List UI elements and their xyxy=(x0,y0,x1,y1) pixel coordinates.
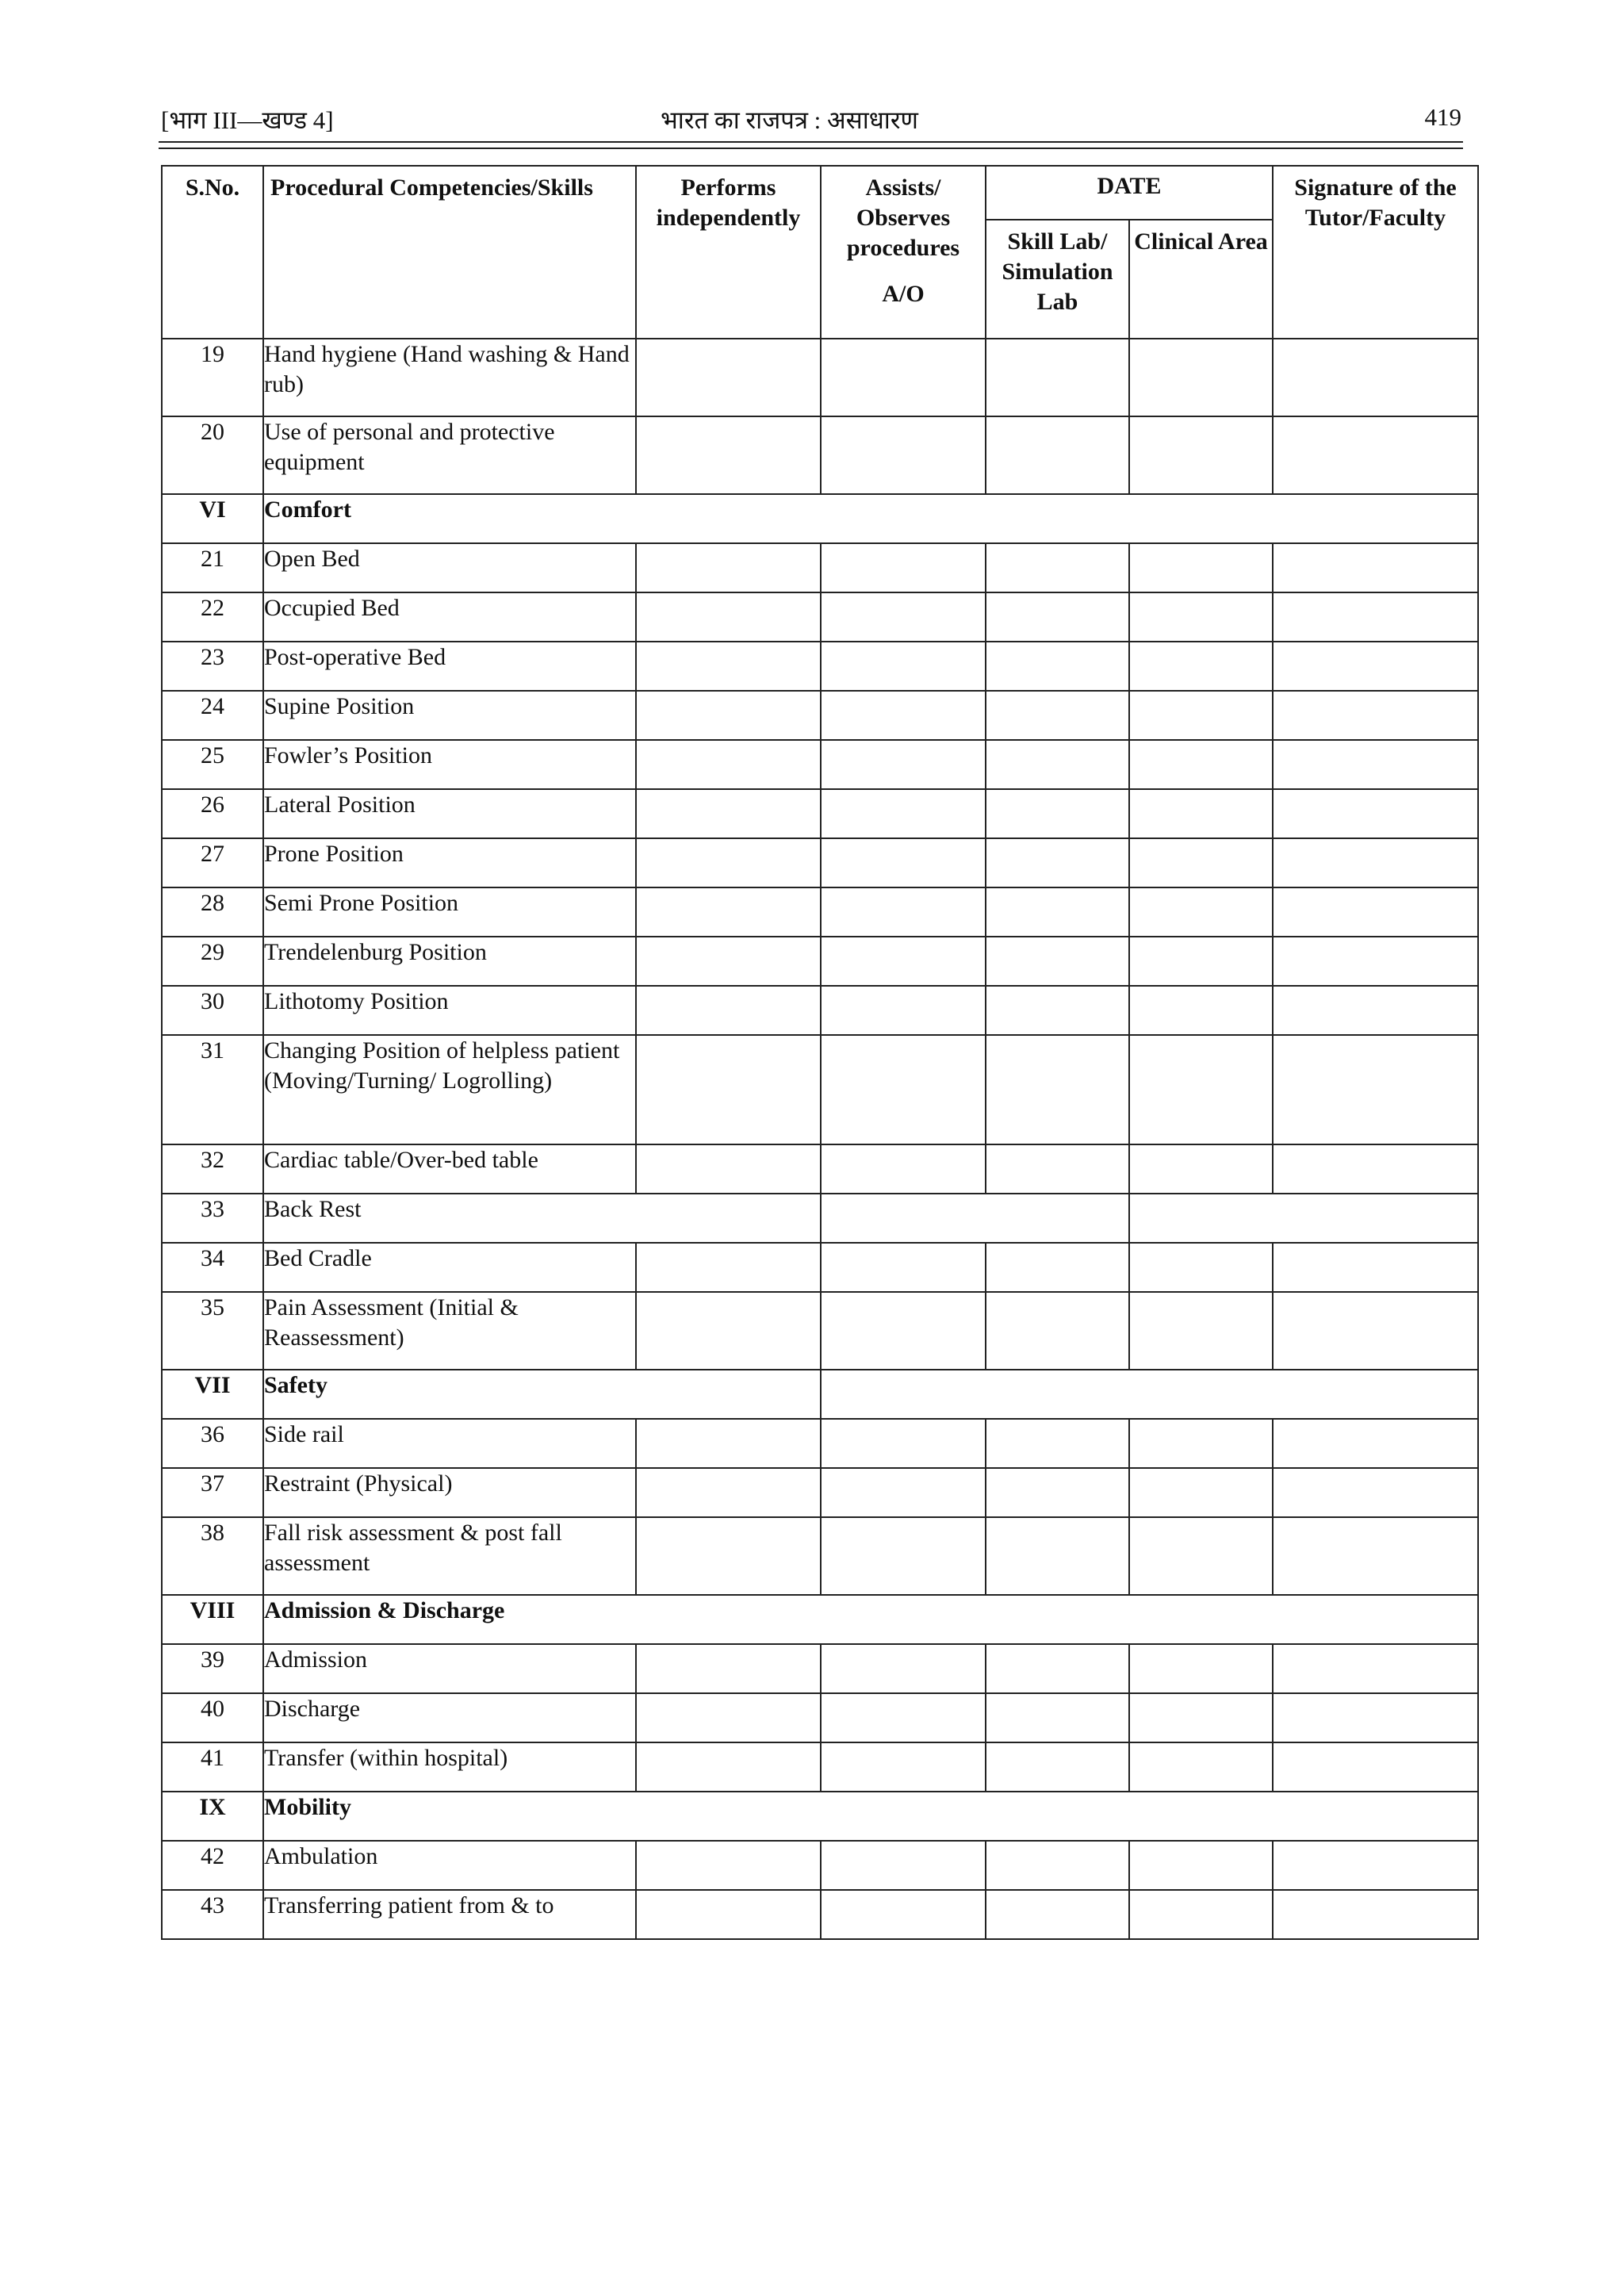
cell-merged-clinical-signature xyxy=(1129,1194,1478,1243)
cell-performs xyxy=(636,789,821,838)
table-row xyxy=(162,740,1478,789)
table-row xyxy=(162,543,1478,592)
cell-assists xyxy=(821,1890,986,1939)
cell-assists xyxy=(821,887,986,937)
row-sno: 30 xyxy=(162,986,263,1035)
cell-assists xyxy=(821,1742,986,1792)
cell-clinical-area xyxy=(1129,1468,1273,1517)
table-row xyxy=(162,1243,1478,1292)
row-competency: Lithotomy Position xyxy=(263,986,636,1035)
section-title: Comfort xyxy=(263,494,1478,543)
cell-signature xyxy=(1273,1841,1478,1890)
cell-assists xyxy=(821,789,986,838)
row-competency: Transferring patient from & to xyxy=(263,1890,636,1939)
row-sno: 28 xyxy=(162,887,263,937)
col-header-signature: Signature of the Tutor/Faculty xyxy=(1273,166,1478,339)
cell-assists xyxy=(821,416,986,494)
cell-signature xyxy=(1273,789,1478,838)
cell-assists xyxy=(821,1292,986,1370)
row-sno: 25 xyxy=(162,740,263,789)
cell-signature xyxy=(1273,1144,1478,1194)
cell-clinical-area xyxy=(1129,1890,1273,1939)
row-competency: Lateral Position xyxy=(263,789,636,838)
row-competency: Post-operative Bed xyxy=(263,642,636,691)
cell-performs xyxy=(636,1742,821,1792)
row-sno: 43 xyxy=(162,1890,263,1939)
cell-performs xyxy=(636,339,821,416)
table-row xyxy=(162,691,1478,740)
table-row xyxy=(162,339,1478,416)
table-row xyxy=(162,1419,1478,1468)
row-sno: 39 xyxy=(162,1644,263,1693)
section-row-mobility xyxy=(162,1792,1478,1841)
cell-performs xyxy=(636,1693,821,1742)
table-row xyxy=(162,838,1478,887)
cell-assists xyxy=(821,1517,986,1595)
cell-performs xyxy=(636,1144,821,1194)
row-sno: 26 xyxy=(162,789,263,838)
cell-assists xyxy=(821,937,986,986)
cell-assists xyxy=(821,543,986,592)
cell-assists xyxy=(821,1468,986,1517)
row-sno: 38 xyxy=(162,1517,263,1595)
cell-skill-lab xyxy=(986,1742,1129,1792)
cell-skill-lab xyxy=(986,1841,1129,1890)
cell-clinical-area xyxy=(1129,592,1273,642)
row-sno: 40 xyxy=(162,1693,263,1742)
cell-signature xyxy=(1273,592,1478,642)
cell-assists xyxy=(821,1144,986,1194)
col-header-assists-code: A/O xyxy=(882,281,925,307)
cell-skill-lab xyxy=(986,838,1129,887)
row-sno: 20 xyxy=(162,416,263,494)
cell-skill-lab xyxy=(986,1693,1129,1742)
header-rule-bottom xyxy=(159,148,1463,149)
cell-signature xyxy=(1273,1890,1478,1939)
cell-assists xyxy=(821,1419,986,1468)
row-sno: 19 xyxy=(162,339,263,416)
section-number: VI xyxy=(162,494,263,543)
table-row xyxy=(162,986,1478,1035)
row-competency: Open Bed xyxy=(263,543,636,592)
cell-clinical-area xyxy=(1129,543,1273,592)
table-row xyxy=(162,642,1478,691)
cell-skill-lab xyxy=(986,691,1129,740)
col-header-date: DATE xyxy=(986,166,1273,220)
cell-skill-lab xyxy=(986,1243,1129,1292)
cell-clinical-area xyxy=(1129,937,1273,986)
cell-clinical-area xyxy=(1129,691,1273,740)
cell-signature xyxy=(1273,339,1478,416)
cell-performs xyxy=(636,416,821,494)
cell-clinical-area xyxy=(1129,339,1273,416)
section-row-comfort xyxy=(162,494,1478,543)
row-sno: 34 xyxy=(162,1243,263,1292)
table-row xyxy=(162,1644,1478,1693)
row-competency: Side rail xyxy=(263,1419,636,1468)
cell-clinical-area xyxy=(1129,838,1273,887)
cell-clinical-area xyxy=(1129,740,1273,789)
header-gazette-title: भारत का राजपत्र : असाधारण xyxy=(661,106,918,134)
cell-skill-lab xyxy=(986,642,1129,691)
section-number: VII xyxy=(162,1370,263,1419)
cell-skill-lab xyxy=(986,937,1129,986)
col-header-assists-label: Assists/ Observes procedures xyxy=(846,174,960,261)
cell-performs xyxy=(636,543,821,592)
table-row xyxy=(162,887,1478,937)
cell-skill-lab xyxy=(986,887,1129,937)
cell-signature xyxy=(1273,1693,1478,1742)
cell-clinical-area xyxy=(1129,1292,1273,1370)
cell-signature xyxy=(1273,1742,1478,1792)
row-competency: Back Rest xyxy=(263,1194,821,1243)
cell-signature xyxy=(1273,1035,1478,1144)
cell-assists xyxy=(821,838,986,887)
row-competency: Occupied Bed xyxy=(263,592,636,642)
table-row xyxy=(162,416,1478,494)
row-competency: Transfer (within hospital) xyxy=(263,1742,636,1792)
cell-assists xyxy=(821,1644,986,1693)
cell-skill-lab xyxy=(986,1468,1129,1517)
table-row xyxy=(162,1468,1478,1517)
cell-skill-lab xyxy=(986,1419,1129,1468)
row-sno: 33 xyxy=(162,1194,263,1243)
cell-skill-lab xyxy=(986,789,1129,838)
cell-clinical-area xyxy=(1129,1742,1273,1792)
table-row xyxy=(162,1890,1478,1939)
section-title: Mobility xyxy=(263,1792,1478,1841)
competency-table xyxy=(161,165,1479,1940)
cell-signature xyxy=(1273,838,1478,887)
cell-performs xyxy=(636,1644,821,1693)
cell-signature xyxy=(1273,1419,1478,1468)
cell-assists xyxy=(821,592,986,642)
cell-clinical-area xyxy=(1129,1419,1273,1468)
row-competency: Use of personal and protective equipment xyxy=(263,416,636,494)
cell-performs xyxy=(636,1517,821,1595)
cell-clinical-area xyxy=(1129,789,1273,838)
cell-performs xyxy=(636,1243,821,1292)
section-title: Admission & Discharge xyxy=(263,1595,1478,1644)
row-sno: 31 xyxy=(162,1035,263,1144)
cell-assists xyxy=(821,986,986,1035)
cell-skill-lab xyxy=(986,1890,1129,1939)
cell-performs xyxy=(636,1035,821,1144)
row-competency: Changing Position of helpless patient (Moving/Turning/ Logrolling) xyxy=(263,1035,636,1144)
row-competency: Hand hygiene (Hand washing & Hand rub) xyxy=(263,339,636,416)
cell-performs xyxy=(636,592,821,642)
cell-clinical-area xyxy=(1129,986,1273,1035)
table-row xyxy=(162,937,1478,986)
row-sno: 36 xyxy=(162,1419,263,1468)
cell-signature xyxy=(1273,1517,1478,1595)
table-row xyxy=(162,789,1478,838)
table-row xyxy=(162,1693,1478,1742)
col-header-competency: Procedural Competencies/Skills xyxy=(263,166,636,339)
header-page-number: 419 xyxy=(1424,103,1461,131)
cell-assists xyxy=(821,642,986,691)
table-row xyxy=(162,1144,1478,1194)
row-sno: 24 xyxy=(162,691,263,740)
cell-performs xyxy=(636,937,821,986)
section-number: VIII xyxy=(162,1595,263,1644)
cell-merged-blank xyxy=(821,1370,1478,1419)
cell-signature xyxy=(1273,740,1478,789)
col-header-skill-lab: Skill Lab/ Simulation Lab xyxy=(986,220,1129,339)
cell-clinical-area xyxy=(1129,1144,1273,1194)
cell-signature xyxy=(1273,1243,1478,1292)
cell-skill-lab xyxy=(986,1292,1129,1370)
col-header-sno: S.No. xyxy=(162,166,263,339)
cell-assists xyxy=(821,1243,986,1292)
cell-performs xyxy=(636,1841,821,1890)
row-sno: 21 xyxy=(162,543,263,592)
cell-performs xyxy=(636,887,821,937)
cell-signature xyxy=(1273,416,1478,494)
cell-skill-lab xyxy=(986,740,1129,789)
cell-performs xyxy=(636,1292,821,1370)
col-header-clinical-area: Clinical Area xyxy=(1129,220,1273,339)
row-sno: 41 xyxy=(162,1742,263,1792)
cell-performs xyxy=(636,642,821,691)
row-competency: Discharge xyxy=(263,1693,636,1742)
row-competency: Pain Assessment (Initial & Reassessment) xyxy=(263,1292,636,1370)
table-row xyxy=(162,1742,1478,1792)
cell-skill-lab xyxy=(986,986,1129,1035)
row-competency: Fowler’s Position xyxy=(263,740,636,789)
cell-performs xyxy=(636,838,821,887)
cell-signature xyxy=(1273,543,1478,592)
row-competency: Semi Prone Position xyxy=(263,887,636,937)
section-row-admission-discharge xyxy=(162,1595,1478,1644)
table-row xyxy=(162,592,1478,642)
cell-assists xyxy=(821,691,986,740)
cell-clinical-area xyxy=(1129,1517,1273,1595)
cell-skill-lab xyxy=(986,1144,1129,1194)
cell-signature xyxy=(1273,1644,1478,1693)
cell-signature xyxy=(1273,1468,1478,1517)
cell-assists xyxy=(821,740,986,789)
cell-performs xyxy=(636,986,821,1035)
section-number: IX xyxy=(162,1792,263,1841)
cell-assists xyxy=(821,1035,986,1144)
cell-clinical-area xyxy=(1129,416,1273,494)
col-header-performs: Performs independently xyxy=(636,166,821,339)
cell-clinical-area xyxy=(1129,1644,1273,1693)
cell-performs xyxy=(636,1890,821,1939)
cell-merged-assists-date xyxy=(821,1194,1129,1243)
cell-skill-lab xyxy=(986,416,1129,494)
row-competency: Fall risk assessment & post fall assessment xyxy=(263,1517,636,1595)
row-sno: 42 xyxy=(162,1841,263,1890)
row-sno: 23 xyxy=(162,642,263,691)
cell-clinical-area xyxy=(1129,887,1273,937)
cell-signature xyxy=(1273,887,1478,937)
cell-clinical-area xyxy=(1129,1035,1273,1144)
row-competency: Trendelenburg Position xyxy=(263,937,636,986)
row-competency: Restraint (Physical) xyxy=(263,1468,636,1517)
row-sno: 35 xyxy=(162,1292,263,1370)
table-row xyxy=(162,1292,1478,1370)
section-row-safety xyxy=(162,1370,1478,1419)
cell-clinical-area xyxy=(1129,1693,1273,1742)
col-header-assists xyxy=(821,166,986,339)
table-row xyxy=(162,1517,1478,1595)
row-competency: Bed Cradle xyxy=(263,1243,636,1292)
table-row xyxy=(162,1841,1478,1890)
cell-performs xyxy=(636,1419,821,1468)
cell-assists xyxy=(821,339,986,416)
page-header xyxy=(161,103,1461,138)
table-row-merged xyxy=(162,1194,1478,1243)
header-part-section: [भाग III—खण्ड 4] xyxy=(161,106,334,134)
cell-clinical-area xyxy=(1129,642,1273,691)
row-sno: 37 xyxy=(162,1468,263,1517)
table-row xyxy=(162,1035,1478,1144)
cell-signature xyxy=(1273,937,1478,986)
cell-performs xyxy=(636,1468,821,1517)
header-rule-top xyxy=(159,141,1463,143)
row-sno: 27 xyxy=(162,838,263,887)
table-header-row xyxy=(162,166,1478,220)
row-competency: Admission xyxy=(263,1644,636,1693)
cell-clinical-area xyxy=(1129,1841,1273,1890)
row-sno: 32 xyxy=(162,1144,263,1194)
section-title: Safety xyxy=(263,1370,821,1419)
cell-skill-lab xyxy=(986,1644,1129,1693)
cell-assists xyxy=(821,1693,986,1742)
cell-skill-lab xyxy=(986,543,1129,592)
row-competency: Prone Position xyxy=(263,838,636,887)
cell-skill-lab xyxy=(986,592,1129,642)
row-competency: Supine Position xyxy=(263,691,636,740)
row-sno: 22 xyxy=(162,592,263,642)
cell-assists xyxy=(821,1841,986,1890)
row-competency: Cardiac table/Over-bed table xyxy=(263,1144,636,1194)
row-competency: Ambulation xyxy=(263,1841,636,1890)
cell-signature xyxy=(1273,986,1478,1035)
cell-signature xyxy=(1273,642,1478,691)
row-sno: 29 xyxy=(162,937,263,986)
cell-performs xyxy=(636,740,821,789)
cell-skill-lab xyxy=(986,1517,1129,1595)
cell-signature xyxy=(1273,691,1478,740)
cell-skill-lab xyxy=(986,1035,1129,1144)
cell-skill-lab xyxy=(986,339,1129,416)
cell-performs xyxy=(636,691,821,740)
cell-signature xyxy=(1273,1292,1478,1370)
cell-clinical-area xyxy=(1129,1243,1273,1292)
